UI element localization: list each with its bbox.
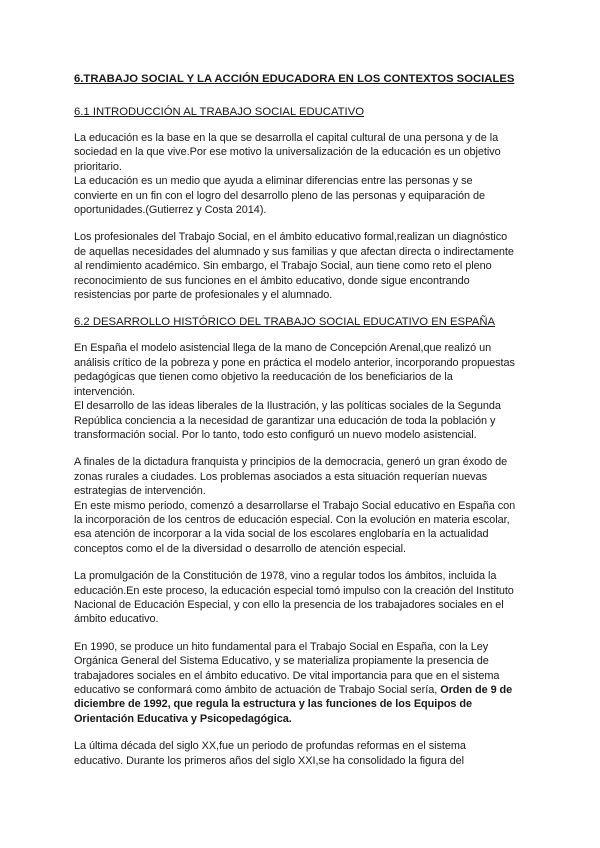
text-line: la incorporación de los centros de educación especial. Con la evolución en materia escolar, <box>74 513 510 526</box>
text-line: estrategias de intervención. <box>74 485 206 498</box>
text-line: Orgánica General del Sistema Educativo, y se materializa propiamente la presencia de <box>74 655 489 668</box>
text-line: convierte en un fin con el logro del desarrollo pleno de las personas y equiparación de <box>74 189 485 202</box>
text-line: análisis crítico de la pobreza y pone en práctica el modelo anterior, incorporando propuestas <box>74 356 515 369</box>
text-line: educación.En este proceso, la educación especial tomó impulso con la creación del Instituto <box>74 584 514 597</box>
text-line: La última década del siglo XX,fue un periodo de profundas reformas en el sistema <box>74 740 466 753</box>
paragraph-professionals <box>74 230 534 302</box>
text-line: al rendimiento académico. Sin embargo, el Trabajo Social, aun tiene como reto el pleno <box>74 260 492 273</box>
document-page <box>74 72 534 781</box>
paragraph-spain-model <box>74 341 534 442</box>
text-line: transformación social. Por lo tanto, todo esto configuró un nuevo modelo asistencial. <box>74 428 477 441</box>
section-heading-6-2: 6.2 DESARROLLO HISTÓRICO DEL TRABAJO SOCIAL EDUCATIVO EN ESPAÑA <box>74 316 496 329</box>
text-line: oportunidades.(Gutierrez y Costa 2014). <box>74 204 267 217</box>
text-line: En este mismo periodo, comenzó a desarrollarse el Trabajo Social educativo en España con <box>74 499 516 512</box>
text-line: educativo. Durante los primeros años del siglo XXI,se ha consolidado la figura del <box>74 754 465 767</box>
text-line: pedagógicas que tienen como objetivo la reeducación de los beneficiarios de la <box>74 371 453 384</box>
order-reference-bold: Orden de 9 de <box>440 684 513 696</box>
text-line: Los profesionales del Trabajo Social, en el ámbito educativo formal,realizan un diagnóstico <box>74 231 508 244</box>
text-line: esa atención de incorporar a la vida social de los escolares englobaría en la actualidad <box>74 528 489 541</box>
text-line: En España el modelo asistencial llega de la mano de Concepción Arenal,que realizó un <box>74 342 492 355</box>
paragraph-constitution <box>74 569 534 627</box>
text-line: zonas rurales a ciudades. Los problemas asociados a esta situación requerían nuevas <box>74 470 487 483</box>
text-segment: educativo se conformará como ámbito de actuación de Trabajo Social sería, <box>74 684 441 696</box>
order-reference-bold: diciembre de 1992, que regula la estructura y las funciones de los Equipos de <box>74 698 473 711</box>
text-line: sociedad en la que vive.Por ese motivo la universalización de la educación es un objetivo <box>74 146 501 159</box>
text-line: ámbito educativo. <box>74 613 159 626</box>
text-line-mixed <box>74 683 534 697</box>
text-line: A finales de la dictadura franquista y principios de la democracia, generó un gran éxodo de <box>74 456 508 469</box>
text-line: El desarrollo de las ideas liberales de la Ilustración, y las políticas sociales de la Segunda <box>74 400 501 413</box>
text-line: Nacional de Educación Especial, y con ello la presencia de los trabajadores sociales en el <box>74 598 504 611</box>
paragraph-1990-law <box>74 640 534 726</box>
text-line: conceptos como el de la diversidad o desarrollo de atención especial. <box>74 542 406 555</box>
text-line: República conciencia a la necesidad de garantizar una educación de toda la población y <box>74 414 496 427</box>
order-reference-bold: Orientación Educativa y Psicopedagógica. <box>74 712 292 725</box>
text-line: intervención. <box>74 385 136 398</box>
text-line: reconocimiento de sus funciones en el ámbito educativo, donde sigue encontrando <box>74 274 470 287</box>
paragraph-last-decade <box>74 739 534 768</box>
text-line: La educación es la base en la que se desarrolla el capital cultural de una persona y de la <box>74 132 499 144</box>
paragraph-intro-education <box>74 131 534 217</box>
text-line: resistencias por parte de profesionales y el alumnado. <box>74 289 333 302</box>
text-line: La promulgación de la Constitución de 1978, vino a regular todos los ámbitos, incluida la <box>74 570 497 583</box>
text-line: En 1990, se produce un hito fundamental para el Trabajo Social en España, con la Ley <box>74 640 489 653</box>
document-title: 6.TRABAJO SOCIAL Y LA ACCIÓN EDUCADORA EN LOS CONTEXTOS SOCIALES <box>74 73 515 85</box>
text-line: de aquellas necesidades del alumnado y sus familias y que afectan directa o indirectamente <box>74 245 514 258</box>
section-heading-6-1: 6.1 INTRODUCCIÓN AL TRABAJO SOCIAL EDUCATIVO <box>74 106 365 118</box>
text-line: La educación es un medio que ayuda a eliminar diferencias entre las personas y se <box>74 175 473 188</box>
text-line: prioritario. <box>74 160 122 173</box>
paragraph-dictatorship <box>74 455 534 556</box>
text-line: trabajadores sociales en el ámbito educativo. De vital importancia para que en el sistema <box>74 669 500 682</box>
